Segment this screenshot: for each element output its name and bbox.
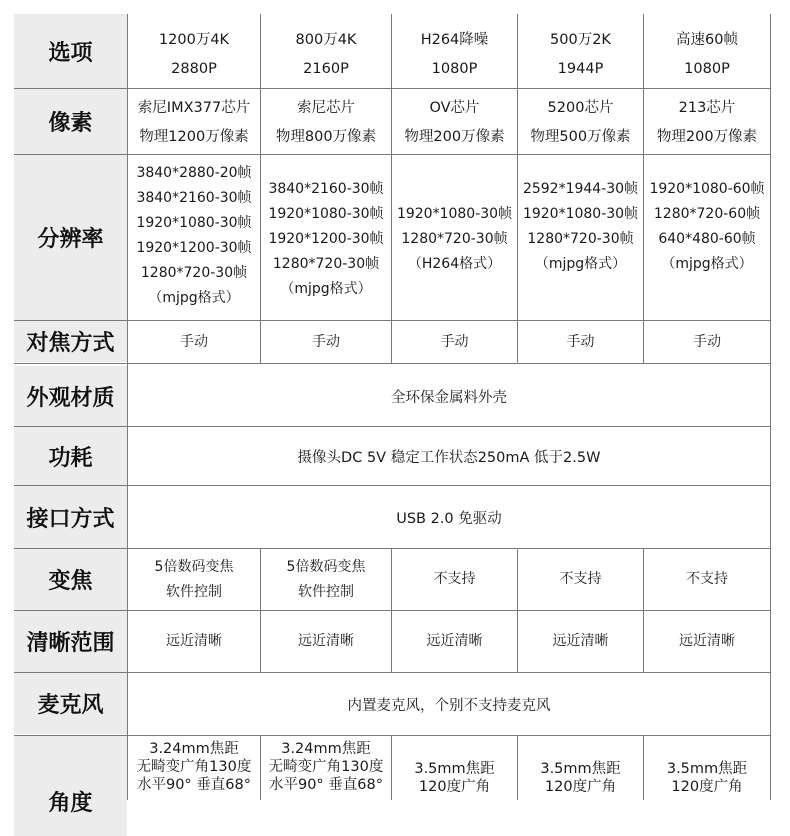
row-label-focus	[14, 321, 127, 362]
cell-pixels-5	[644, 93, 770, 153]
cell-text: 1920*1200-30帧	[268, 230, 384, 247]
cell-options-3	[392, 24, 517, 86]
cell-text: 500万2K	[550, 32, 611, 48]
cell-focus-3	[392, 321, 517, 363]
cell-text: 1920*1080-30帧	[136, 215, 252, 231]
cell-text: （mjpg格式）	[280, 280, 372, 297]
row-label-text: 分辨率	[37, 227, 104, 252]
cell-text: 800万4K	[295, 32, 357, 48]
cell-text: 3.24mm焦距	[281, 741, 371, 757]
cell-clarity-4	[518, 611, 643, 672]
cell-text: 120度广角	[671, 779, 743, 795]
row-label-text: 像素	[48, 111, 93, 136]
row-label-power	[14, 427, 127, 485]
cell-clarity-5	[644, 611, 770, 672]
row-label-mic	[14, 673, 127, 734]
cell-text: 1920*1080-30帧	[522, 206, 639, 222]
cell-text: 软件控制	[298, 583, 354, 600]
row-label-pixels	[14, 89, 127, 154]
cell-text: 3840*2160-30帧	[268, 180, 384, 197]
cell-focus-1	[128, 321, 260, 363]
cell-zoom-1	[128, 549, 260, 610]
cell-focus-5	[644, 321, 770, 363]
cell-text: （mjpg格式）	[534, 256, 627, 272]
cell-text: （mjpg格式）	[661, 256, 753, 272]
cell-resolution-1	[128, 160, 260, 312]
cell-angle-1	[128, 738, 260, 800]
cell-clarity-2	[261, 611, 391, 672]
cell-text: USB 2.0 免驱动	[396, 510, 502, 527]
cell-text: 3.5mm焦距	[540, 761, 621, 777]
cell-text: 2160P	[303, 61, 349, 77]
grid-line	[14, 735, 771, 736]
cell-power	[128, 427, 770, 485]
cell-resolution-3	[392, 200, 517, 278]
cell-text: 不支持	[559, 571, 602, 587]
cell-text: 摄像头DC 5V 稳定工作状态250mA 低于2.5W	[297, 449, 601, 466]
grid-line	[14, 88, 771, 89]
cell-focus-2	[261, 321, 391, 363]
cell-pixels-4	[518, 93, 643, 153]
row-label-text: 选项	[48, 40, 93, 66]
row-label-text: 变焦	[48, 569, 93, 594]
cell-text: 1920*1200-30帧	[136, 240, 252, 256]
cell-text: 2592*1944-30帧	[522, 181, 639, 197]
row-label-text: 外观材质	[26, 385, 115, 411]
cell-text: 物理800万像素	[275, 129, 377, 145]
cell-text: 1920*1080-60帧	[649, 181, 765, 197]
cell-zoom-3	[392, 549, 517, 610]
cell-options-5	[644, 24, 770, 86]
cell-text: 物理200万像素	[404, 129, 505, 145]
row-label-text: 角度	[48, 791, 93, 816]
cell-text: 2880P	[171, 61, 217, 77]
cell-pixels-2	[261, 93, 391, 153]
cell-text: 5200芯片	[547, 100, 614, 116]
cell-text: 索尼IMX377芯片	[137, 100, 251, 116]
cell-text: 远近清晰	[679, 633, 735, 649]
cell-text: 无畸变广角130度	[268, 759, 384, 775]
cell-options-4	[518, 24, 643, 86]
cell-focus-4	[518, 321, 643, 363]
row-label-text: 对焦方式	[26, 331, 115, 356]
cell-text: 物理200万像素	[656, 129, 758, 145]
row-label-interface	[14, 486, 127, 548]
cell-text: H264降噪	[420, 32, 489, 48]
cell-text: 手动	[566, 333, 595, 350]
grid-line	[14, 154, 771, 155]
cell-text: 3840*2880-20帧	[136, 165, 252, 181]
cell-angle-2	[261, 738, 391, 800]
row-label-text: 接口方式	[26, 506, 115, 532]
cell-text: 不支持	[686, 571, 728, 587]
cell-material	[128, 367, 770, 426]
cell-text: 1280*720-30帧	[527, 231, 634, 247]
cell-text: 1280*720-30帧	[140, 265, 248, 281]
cell-text: 手动	[440, 333, 469, 350]
grid-line	[770, 14, 771, 800]
cell-text: 手动	[693, 333, 721, 350]
cell-angle-5	[644, 760, 770, 800]
cell-text: 远近清晰	[298, 633, 354, 649]
grid-line	[14, 363, 771, 364]
cell-text: 1944P	[557, 61, 604, 77]
cell-pixels-3	[392, 93, 517, 153]
cell-options-1	[128, 24, 260, 86]
cell-text: 120度广角	[418, 779, 491, 795]
cell-text: 索尼芯片	[297, 100, 355, 116]
cell-text: 1280*720-30帧	[272, 255, 380, 272]
cell-interface	[128, 486, 770, 548]
cell-text: 物理1200万像素	[139, 129, 249, 145]
cell-text: 水平90° 垂直68°	[136, 777, 251, 793]
row-label-zoom	[14, 549, 127, 610]
row-label-angle	[14, 736, 127, 836]
cell-text: 3.5mm焦距	[666, 761, 748, 777]
cell-resolution-4	[518, 175, 643, 279]
cell-text: 远近清晰	[426, 633, 483, 649]
cell-text: 3.24mm焦距	[149, 741, 239, 757]
row-label-clarity	[14, 611, 127, 672]
cell-angle-3	[392, 760, 517, 800]
cell-text: 水平90° 垂直68°	[268, 777, 383, 793]
cell-text: 远近清晰	[552, 633, 609, 649]
cell-text: 高速60帧	[676, 32, 738, 48]
cell-text: 120度广角	[544, 779, 617, 795]
cell-mic	[128, 673, 770, 735]
cell-text: （H264格式）	[407, 255, 502, 272]
row-label-material	[14, 366, 127, 426]
cell-text: 软件控制	[166, 583, 222, 600]
cell-text: 5倍数码变焦	[154, 558, 234, 575]
cell-clarity-1	[128, 611, 260, 672]
cell-text: 1280*720-60帧	[653, 206, 761, 222]
cell-text: OV芯片	[429, 100, 480, 116]
cell-text: 1200万4K	[158, 32, 230, 48]
cell-text: 213芯片	[678, 100, 736, 116]
row-label-options	[14, 14, 127, 88]
cell-text: 5倍数码变焦	[286, 558, 366, 575]
cell-text: 内置麦克风，个别不支持麦克风	[347, 697, 551, 714]
cell-angle-4	[518, 760, 643, 800]
cell-text: 640*480-60帧	[658, 231, 756, 247]
cell-text: 手动	[180, 333, 208, 350]
cell-text: 无畸变广角130度	[136, 759, 252, 775]
row-label-text: 功耗	[48, 445, 93, 471]
cell-zoom-5	[644, 549, 770, 610]
cell-text: 1920*1080-30帧	[268, 205, 384, 222]
cell-clarity-3	[392, 611, 517, 672]
cell-text: 1280*720-30帧	[401, 230, 508, 247]
cell-zoom-4	[518, 549, 643, 610]
row-label-text: 清晰范围	[26, 631, 115, 656]
cell-text: 不支持	[433, 571, 476, 587]
row-label-text: 麦克风	[37, 693, 104, 718]
cell-text: 1080P	[431, 61, 478, 77]
cell-resolution-5	[644, 175, 770, 279]
cell-text: 1080P	[684, 61, 730, 77]
cell-zoom-2	[261, 549, 391, 610]
cell-text: 1920*1080-30帧	[396, 205, 513, 222]
cell-text: 手动	[312, 333, 340, 350]
cell-text: 远近清晰	[166, 633, 222, 649]
cell-pixels-1	[128, 93, 260, 153]
cell-text: 3840*2160-30帧	[136, 190, 252, 206]
cell-text: 全环保金属料外壳	[391, 390, 507, 406]
cell-text: 物理500万像素	[530, 129, 631, 145]
cell-text: 3.5mm焦距	[414, 761, 495, 777]
cell-options-2	[261, 24, 391, 86]
cell-resolution-2	[261, 175, 391, 303]
row-label-resolution	[14, 155, 127, 320]
cell-text: （mjpg格式）	[148, 290, 240, 306]
